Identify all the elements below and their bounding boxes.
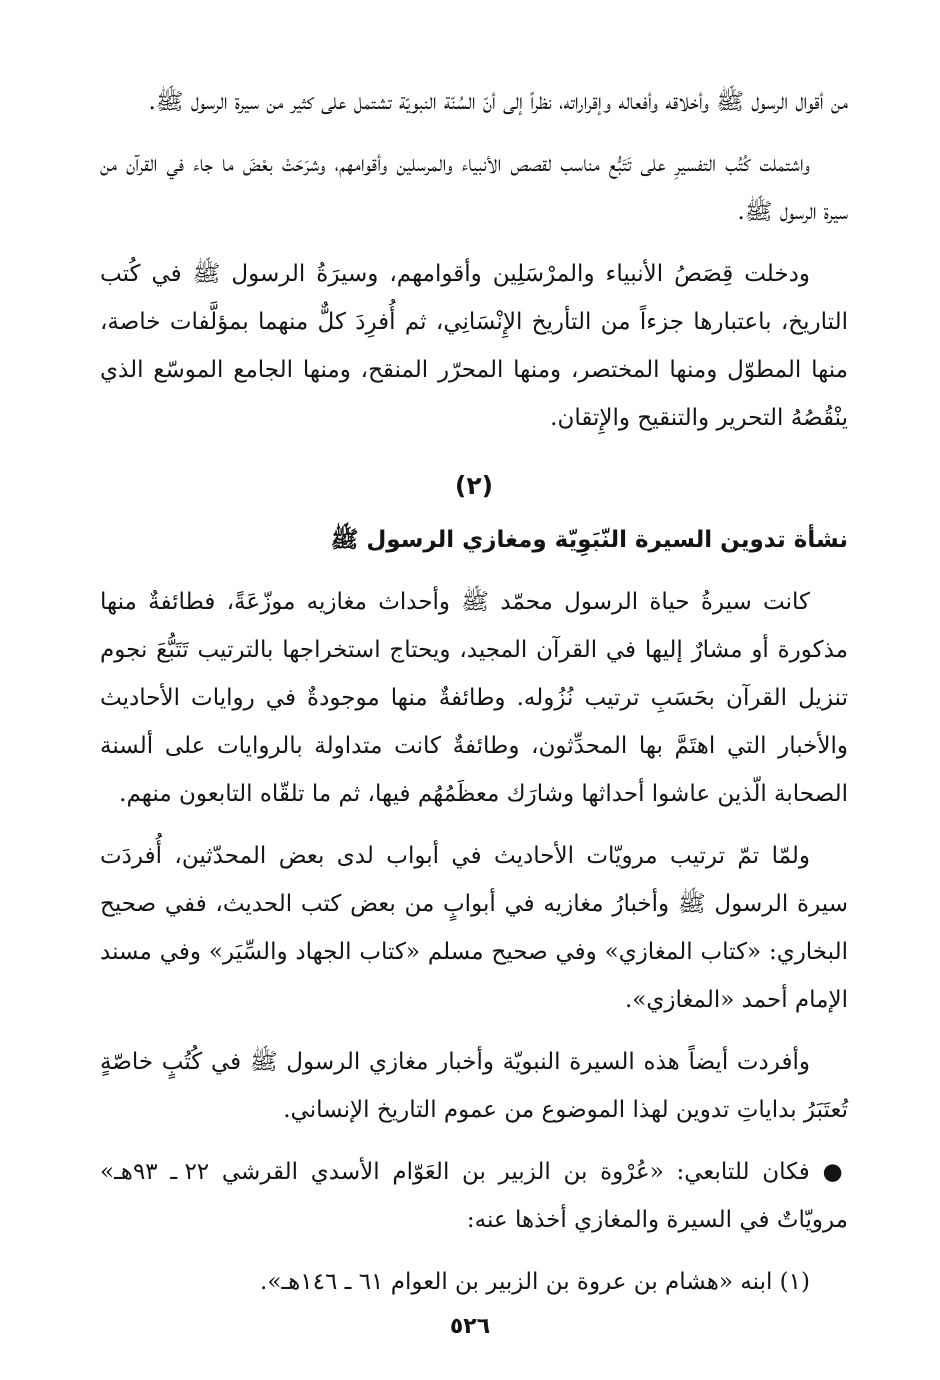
bullet-paragraph-urwa: ● فكان للتابعي: «عُرْوة بن الزبير بن العَوّام الأسدي القرشي ٢٢ ـ ٩٣هـ» مرويّاتٌ في السيرة والمغازي أخذها عنه: bbox=[100, 1159, 848, 1233]
paragraph-tafsir: واشتملت كُتُب التفسيرِ على تَتَبُّع مناسب لقصص الأنبياء والمرسلين وأقوامهم، وشرَحَتْ بعْضَ ما جاء في القرآن من سيرة الرسول ﷺ. bbox=[100, 151, 848, 225]
page-number: ٥٢٦ bbox=[449, 1314, 491, 1339]
list-item-hisham: (١) ابنه «هشام بن عروة بن الزبير بن العوام ٦١ ـ ١٤٦هـ». bbox=[260, 1269, 810, 1295]
paragraph-sira-distribution: كانت سيرةُ حياة الرسول محمّد ﷺ وأحداث مغازيه موزّعَةً، فطائفةٌ منها مذكورة أو مشارٌ إليها في القرآن المجيد، ويحتاج استخراجها بالترتيب تَتَبُّعَ نجوم تنزيل القرآن بحَسَبِ ترتيب نُزُوله. وطائفةٌ منها موجودةٌ في روايات الأحاديث والأخبار التي اهتَمَّ بها المحدِّثون، وطائفةٌ كانت متداولة بالروايات على ألسنة الصحابة الّذين عاشوا أحداثها وشارَك معظَمُهُم فيها، ثم ما تلقّاه التابعون منهم. bbox=[100, 589, 848, 807]
paragraph-continuation: من أقوال الرسول ﷺ وأخلاقه وأفعاله وإقراراته، نظراً إلى أنّ السُنّة النبويّة تشتمل على كثير من سيرة الرسول ﷺ. bbox=[148, 89, 848, 115]
paragraph-history-books: ودخلت قِصَصُ الأنبياء والمرْسَلِين وأقوامهم، وسيرَةُ الرسول ﷺ في كُتب التاريخ، باعتبارها جزءاً من التأريخ الإِنْسَانِي، ثم أُفرِدَ كلٌّ منهما بمؤلَّفات خاصة، منها المطوّل ومنها المختصر، ومنها المحرّر المنقح، ومنها الجامع الموسّع الذي ينْقُصُهُ التحرير والتنقيح والإِتقان. bbox=[100, 261, 848, 431]
page-body bbox=[100, 78, 848, 1306]
paragraph-hadith-chapters: ولمّا تمّ ترتيب مرويّات الأحاديث في أبواب لدى بعض المحدّثين، أُفردَت سيرة الرسول ﷺ وأخبارُ مغازيه في أبوابٍ من بعض كتب الحديث، ففي صحيح البخاري: «كتاب المغازي» وفي صحيح مسلم «كتاب الجهاد والسِّيَر» وفي مسند الإمام أحمد «المغازي». bbox=[100, 843, 848, 1013]
section-number: (٢) bbox=[454, 471, 494, 500]
section-title: نشأة تدوين السيرة النّبَوِيّة ومغازي الرسول ﷺ bbox=[330, 527, 848, 553]
paragraph-dedicated-books: وأفردت أيضاً هذه السيرة النبويّة وأخبار مغازي الرسول ﷺ في كُتُبٍ خاصّةٍ تُعتَبَرُ بداياتِ تدوين لهذا الموضوع من عموم التاريخ الإنساني. bbox=[100, 1049, 848, 1123]
